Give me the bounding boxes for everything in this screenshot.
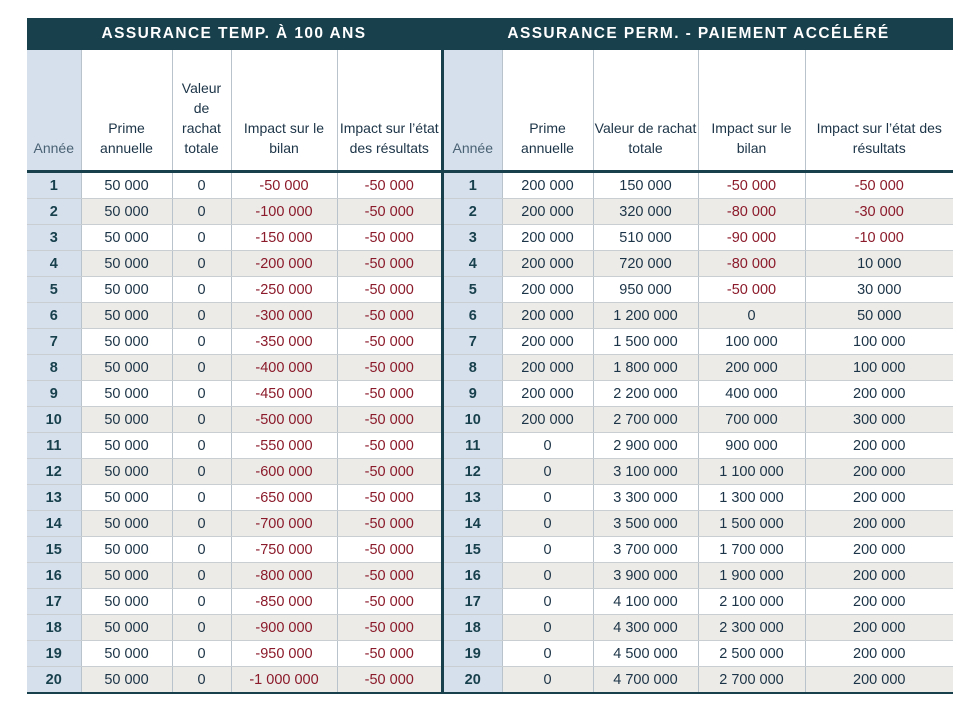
cell-balance-impact: 2 100 000 [698, 589, 805, 615]
cell-income-impact: -50 000 [337, 641, 441, 667]
cell-year: 4 [27, 251, 81, 277]
cell-cash-value: 0 [172, 355, 231, 381]
cell-cash-value: 0 [172, 615, 231, 641]
cell-balance-impact: -350 000 [231, 329, 337, 355]
cell-premium: 50 000 [81, 433, 172, 459]
cell-year: 2 [27, 199, 81, 225]
header-row [27, 50, 441, 172]
table-row [444, 172, 953, 199]
cell-cash-value: 0 [172, 589, 231, 615]
column-header-income-impact: Impact sur l’état des résultats [337, 50, 441, 172]
cell-premium: 200 000 [502, 199, 593, 225]
table-row [27, 277, 441, 303]
table-row [27, 641, 441, 667]
cell-cash-value: 1 800 000 [593, 355, 698, 381]
table-row [444, 641, 953, 667]
cell-income-impact: -50 000 [337, 251, 441, 277]
cell-cash-value: 0 [172, 407, 231, 433]
table-row [444, 329, 953, 355]
permanent-insurance-grid [444, 50, 953, 694]
cell-cash-value: 1 500 000 [593, 329, 698, 355]
cell-cash-value: 4 500 000 [593, 641, 698, 667]
cell-premium: 50 000 [81, 407, 172, 433]
cell-year: 16 [444, 563, 502, 589]
cell-year: 20 [444, 667, 502, 694]
table-row [27, 537, 441, 563]
cell-premium: 50 000 [81, 511, 172, 537]
cell-cash-value: 1 200 000 [593, 303, 698, 329]
cell-balance-impact: -80 000 [698, 199, 805, 225]
permanent-insurance-table [441, 18, 953, 694]
cell-year: 2 [444, 199, 502, 225]
cell-premium: 0 [502, 459, 593, 485]
cell-balance-impact: 0 [698, 303, 805, 329]
cell-cash-value: 950 000 [593, 277, 698, 303]
table-row [444, 511, 953, 537]
table-row [27, 407, 441, 433]
cell-balance-impact: 400 000 [698, 381, 805, 407]
cell-year: 5 [444, 277, 502, 303]
table-row [27, 303, 441, 329]
term-insurance-title: ASSURANCE TEMP. À 100 ANS [27, 18, 441, 50]
table-row [444, 615, 953, 641]
cell-balance-impact: -550 000 [231, 433, 337, 459]
cell-balance-impact: 2 700 000 [698, 667, 805, 694]
cell-balance-impact: -750 000 [231, 537, 337, 563]
cell-premium: 50 000 [81, 329, 172, 355]
cell-premium: 200 000 [502, 225, 593, 251]
table-row [27, 433, 441, 459]
cell-cash-value: 0 [172, 511, 231, 537]
cell-cash-value: 3 500 000 [593, 511, 698, 537]
cell-premium: 0 [502, 615, 593, 641]
cell-premium: 50 000 [81, 485, 172, 511]
cell-balance-impact: -50 000 [231, 172, 337, 199]
cell-year: 15 [444, 537, 502, 563]
cell-cash-value: 0 [172, 329, 231, 355]
cell-year: 7 [444, 329, 502, 355]
cell-balance-impact: -450 000 [231, 381, 337, 407]
cell-year: 10 [444, 407, 502, 433]
cell-year: 9 [27, 381, 81, 407]
cell-income-impact: -50 000 [337, 667, 441, 694]
table-row [444, 407, 953, 433]
table-row [27, 615, 441, 641]
cell-year: 12 [444, 459, 502, 485]
cell-cash-value: 3 100 000 [593, 459, 698, 485]
cell-balance-impact: 2 500 000 [698, 641, 805, 667]
cell-year: 1 [444, 172, 502, 199]
cell-balance-impact: -80 000 [698, 251, 805, 277]
table-row [444, 589, 953, 615]
cell-income-impact: 200 000 [805, 459, 953, 485]
cell-cash-value: 0 [172, 225, 231, 251]
cell-premium: 200 000 [502, 329, 593, 355]
table-row [27, 485, 441, 511]
comparison-tables [27, 18, 953, 694]
cell-premium: 50 000 [81, 537, 172, 563]
cell-year: 12 [27, 459, 81, 485]
cell-balance-impact: 2 300 000 [698, 615, 805, 641]
cell-income-impact: -50 000 [337, 433, 441, 459]
cell-year: 19 [27, 641, 81, 667]
cell-balance-impact: -950 000 [231, 641, 337, 667]
cell-balance-impact: -650 000 [231, 485, 337, 511]
cell-premium: 50 000 [81, 589, 172, 615]
cell-income-impact: 200 000 [805, 485, 953, 511]
cell-income-impact: 300 000 [805, 407, 953, 433]
cell-balance-impact: -700 000 [231, 511, 337, 537]
cell-balance-impact: -200 000 [231, 251, 337, 277]
term-insurance-grid [27, 50, 441, 694]
table-row [444, 199, 953, 225]
cell-year: 9 [444, 381, 502, 407]
cell-premium: 50 000 [81, 251, 172, 277]
cell-premium: 0 [502, 589, 593, 615]
cell-income-impact: -50 000 [337, 172, 441, 199]
cell-premium: 200 000 [502, 355, 593, 381]
column-header-cash-value: Valeur de rachat totale [172, 50, 231, 172]
cell-year: 20 [27, 667, 81, 694]
cell-income-impact: -50 000 [805, 172, 953, 199]
column-header-cash-value: Valeur de rachat totale [593, 50, 698, 172]
column-header-premium: Prime annuelle [502, 50, 593, 172]
cell-year: 6 [444, 303, 502, 329]
cell-balance-impact: 1 900 000 [698, 563, 805, 589]
cell-income-impact: 200 000 [805, 537, 953, 563]
cell-cash-value: 0 [172, 433, 231, 459]
cell-year: 17 [444, 589, 502, 615]
cell-income-impact: -10 000 [805, 225, 953, 251]
cell-income-impact: 200 000 [805, 563, 953, 589]
cell-balance-impact: -100 000 [231, 199, 337, 225]
cell-balance-impact: -900 000 [231, 615, 337, 641]
cell-premium: 0 [502, 433, 593, 459]
table-row [27, 329, 441, 355]
cell-year: 11 [444, 433, 502, 459]
cell-balance-impact: -800 000 [231, 563, 337, 589]
cell-income-impact: 200 000 [805, 589, 953, 615]
table-row [27, 563, 441, 589]
cell-year: 13 [27, 485, 81, 511]
cell-cash-value: 4 300 000 [593, 615, 698, 641]
permanent-insurance-rows [444, 172, 953, 694]
table-row [27, 459, 441, 485]
cell-premium: 0 [502, 511, 593, 537]
cell-balance-impact: 1 500 000 [698, 511, 805, 537]
cell-income-impact: -50 000 [337, 303, 441, 329]
cell-year: 18 [444, 615, 502, 641]
cell-cash-value: 0 [172, 381, 231, 407]
cell-income-impact: -30 000 [805, 199, 953, 225]
cell-premium: 50 000 [81, 459, 172, 485]
cell-income-impact: -50 000 [337, 459, 441, 485]
table-row [444, 303, 953, 329]
table-row [27, 589, 441, 615]
cell-year: 5 [27, 277, 81, 303]
cell-cash-value: 0 [172, 537, 231, 563]
table-row [444, 433, 953, 459]
cell-income-impact: -50 000 [337, 329, 441, 355]
cell-year: 8 [27, 355, 81, 381]
cell-income-impact: -50 000 [337, 407, 441, 433]
cell-year: 14 [27, 511, 81, 537]
cell-balance-impact: -300 000 [231, 303, 337, 329]
cell-income-impact: 50 000 [805, 303, 953, 329]
cell-premium: 50 000 [81, 172, 172, 199]
cell-cash-value: 0 [172, 485, 231, 511]
cell-year: 1 [27, 172, 81, 199]
cell-balance-impact: -50 000 [698, 172, 805, 199]
cell-cash-value: 0 [172, 303, 231, 329]
cell-premium: 0 [502, 537, 593, 563]
column-header-premium: Prime annuelle [81, 50, 172, 172]
cell-premium: 200 000 [502, 407, 593, 433]
table-row [444, 381, 953, 407]
cell-income-impact: 200 000 [805, 641, 953, 667]
cell-cash-value: 0 [172, 563, 231, 589]
cell-premium: 50 000 [81, 667, 172, 694]
cell-balance-impact: -90 000 [698, 225, 805, 251]
permanent-insurance-title: ASSURANCE PERM. - PAIEMENT ACCÉLÉRÉ [444, 18, 953, 50]
cell-income-impact: -50 000 [337, 589, 441, 615]
cell-income-impact: 200 000 [805, 433, 953, 459]
table-row [444, 537, 953, 563]
cell-cash-value: 510 000 [593, 225, 698, 251]
cell-balance-impact: 1 700 000 [698, 537, 805, 563]
table-row [444, 355, 953, 381]
cell-cash-value: 720 000 [593, 251, 698, 277]
cell-premium: 0 [502, 667, 593, 694]
table-row [27, 225, 441, 251]
cell-cash-value: 2 900 000 [593, 433, 698, 459]
cell-income-impact: 200 000 [805, 381, 953, 407]
cell-income-impact: -50 000 [337, 199, 441, 225]
cell-cash-value: 0 [172, 277, 231, 303]
cell-income-impact: -50 000 [337, 615, 441, 641]
cell-year: 3 [27, 225, 81, 251]
cell-income-impact: 200 000 [805, 615, 953, 641]
cell-year: 18 [27, 615, 81, 641]
cell-balance-impact: -600 000 [231, 459, 337, 485]
cell-balance-impact: -500 000 [231, 407, 337, 433]
cell-premium: 0 [502, 641, 593, 667]
cell-year: 16 [27, 563, 81, 589]
cell-premium: 50 000 [81, 563, 172, 589]
table-row [444, 277, 953, 303]
cell-premium: 50 000 [81, 303, 172, 329]
table-row [444, 563, 953, 589]
cell-balance-impact: -250 000 [231, 277, 337, 303]
cell-balance-impact: 1 100 000 [698, 459, 805, 485]
table-row [27, 199, 441, 225]
cell-cash-value: 3 300 000 [593, 485, 698, 511]
cell-income-impact: 100 000 [805, 355, 953, 381]
cell-cash-value: 0 [172, 251, 231, 277]
cell-premium: 200 000 [502, 277, 593, 303]
cell-balance-impact: -1 000 000 [231, 667, 337, 694]
cell-income-impact: -50 000 [337, 381, 441, 407]
cell-cash-value: 0 [172, 459, 231, 485]
table-row [27, 251, 441, 277]
cell-premium: 50 000 [81, 355, 172, 381]
cell-income-impact: 10 000 [805, 251, 953, 277]
table-row [27, 381, 441, 407]
cell-income-impact: 200 000 [805, 511, 953, 537]
cell-balance-impact: 700 000 [698, 407, 805, 433]
cell-balance-impact: 100 000 [698, 329, 805, 355]
cell-premium: 200 000 [502, 381, 593, 407]
cell-balance-impact: -400 000 [231, 355, 337, 381]
cell-premium: 200 000 [502, 172, 593, 199]
cell-year: 8 [444, 355, 502, 381]
cell-cash-value: 320 000 [593, 199, 698, 225]
cell-premium: 50 000 [81, 615, 172, 641]
column-header-income-impact: Impact sur l’état des résultats [805, 50, 953, 172]
table-row [27, 355, 441, 381]
column-header-year: Année [27, 50, 81, 172]
cell-year: 13 [444, 485, 502, 511]
cell-income-impact: 100 000 [805, 329, 953, 355]
cell-premium: 50 000 [81, 225, 172, 251]
cell-cash-value: 4 100 000 [593, 589, 698, 615]
cell-income-impact: 200 000 [805, 667, 953, 694]
cell-year: 10 [27, 407, 81, 433]
cell-premium: 0 [502, 563, 593, 589]
table-row [444, 667, 953, 694]
table-row [27, 667, 441, 694]
cell-premium: 200 000 [502, 251, 593, 277]
cell-cash-value: 3 900 000 [593, 563, 698, 589]
cell-income-impact: -50 000 [337, 537, 441, 563]
cell-year: 19 [444, 641, 502, 667]
cell-year: 11 [27, 433, 81, 459]
cell-balance-impact: -50 000 [698, 277, 805, 303]
cell-premium: 50 000 [81, 277, 172, 303]
column-header-balance-impact: Impact sur le bilan [231, 50, 337, 172]
cell-premium: 50 000 [81, 199, 172, 225]
cell-year: 3 [444, 225, 502, 251]
cell-cash-value: 0 [172, 172, 231, 199]
column-header-year: Année [444, 50, 502, 172]
cell-income-impact: -50 000 [337, 277, 441, 303]
cell-year: 6 [27, 303, 81, 329]
table-row [444, 251, 953, 277]
cell-cash-value: 3 700 000 [593, 537, 698, 563]
cell-balance-impact: -850 000 [231, 589, 337, 615]
cell-year: 7 [27, 329, 81, 355]
cell-cash-value: 4 700 000 [593, 667, 698, 694]
term-insurance-table [27, 18, 441, 694]
table-row [444, 485, 953, 511]
cell-cash-value: 2 700 000 [593, 407, 698, 433]
cell-balance-impact: 200 000 [698, 355, 805, 381]
cell-premium: 50 000 [81, 641, 172, 667]
cell-premium: 50 000 [81, 381, 172, 407]
cell-balance-impact: 900 000 [698, 433, 805, 459]
cell-premium: 0 [502, 485, 593, 511]
table-row [444, 225, 953, 251]
cell-balance-impact: 1 300 000 [698, 485, 805, 511]
cell-cash-value: 0 [172, 641, 231, 667]
cell-income-impact: 30 000 [805, 277, 953, 303]
column-header-balance-impact: Impact sur le bilan [698, 50, 805, 172]
cell-income-impact: -50 000 [337, 355, 441, 381]
cell-cash-value: 0 [172, 667, 231, 694]
cell-cash-value: 0 [172, 199, 231, 225]
table-row [27, 511, 441, 537]
cell-year: 4 [444, 251, 502, 277]
cell-year: 14 [444, 511, 502, 537]
cell-income-impact: -50 000 [337, 485, 441, 511]
header-row [444, 50, 953, 172]
cell-income-impact: -50 000 [337, 511, 441, 537]
cell-year: 15 [27, 537, 81, 563]
cell-cash-value: 2 200 000 [593, 381, 698, 407]
cell-income-impact: -50 000 [337, 563, 441, 589]
cell-income-impact: -50 000 [337, 225, 441, 251]
term-insurance-rows [27, 172, 441, 694]
table-row [27, 172, 441, 199]
cell-premium: 200 000 [502, 303, 593, 329]
cell-year: 17 [27, 589, 81, 615]
table-row [444, 459, 953, 485]
cell-cash-value: 150 000 [593, 172, 698, 199]
cell-balance-impact: -150 000 [231, 225, 337, 251]
